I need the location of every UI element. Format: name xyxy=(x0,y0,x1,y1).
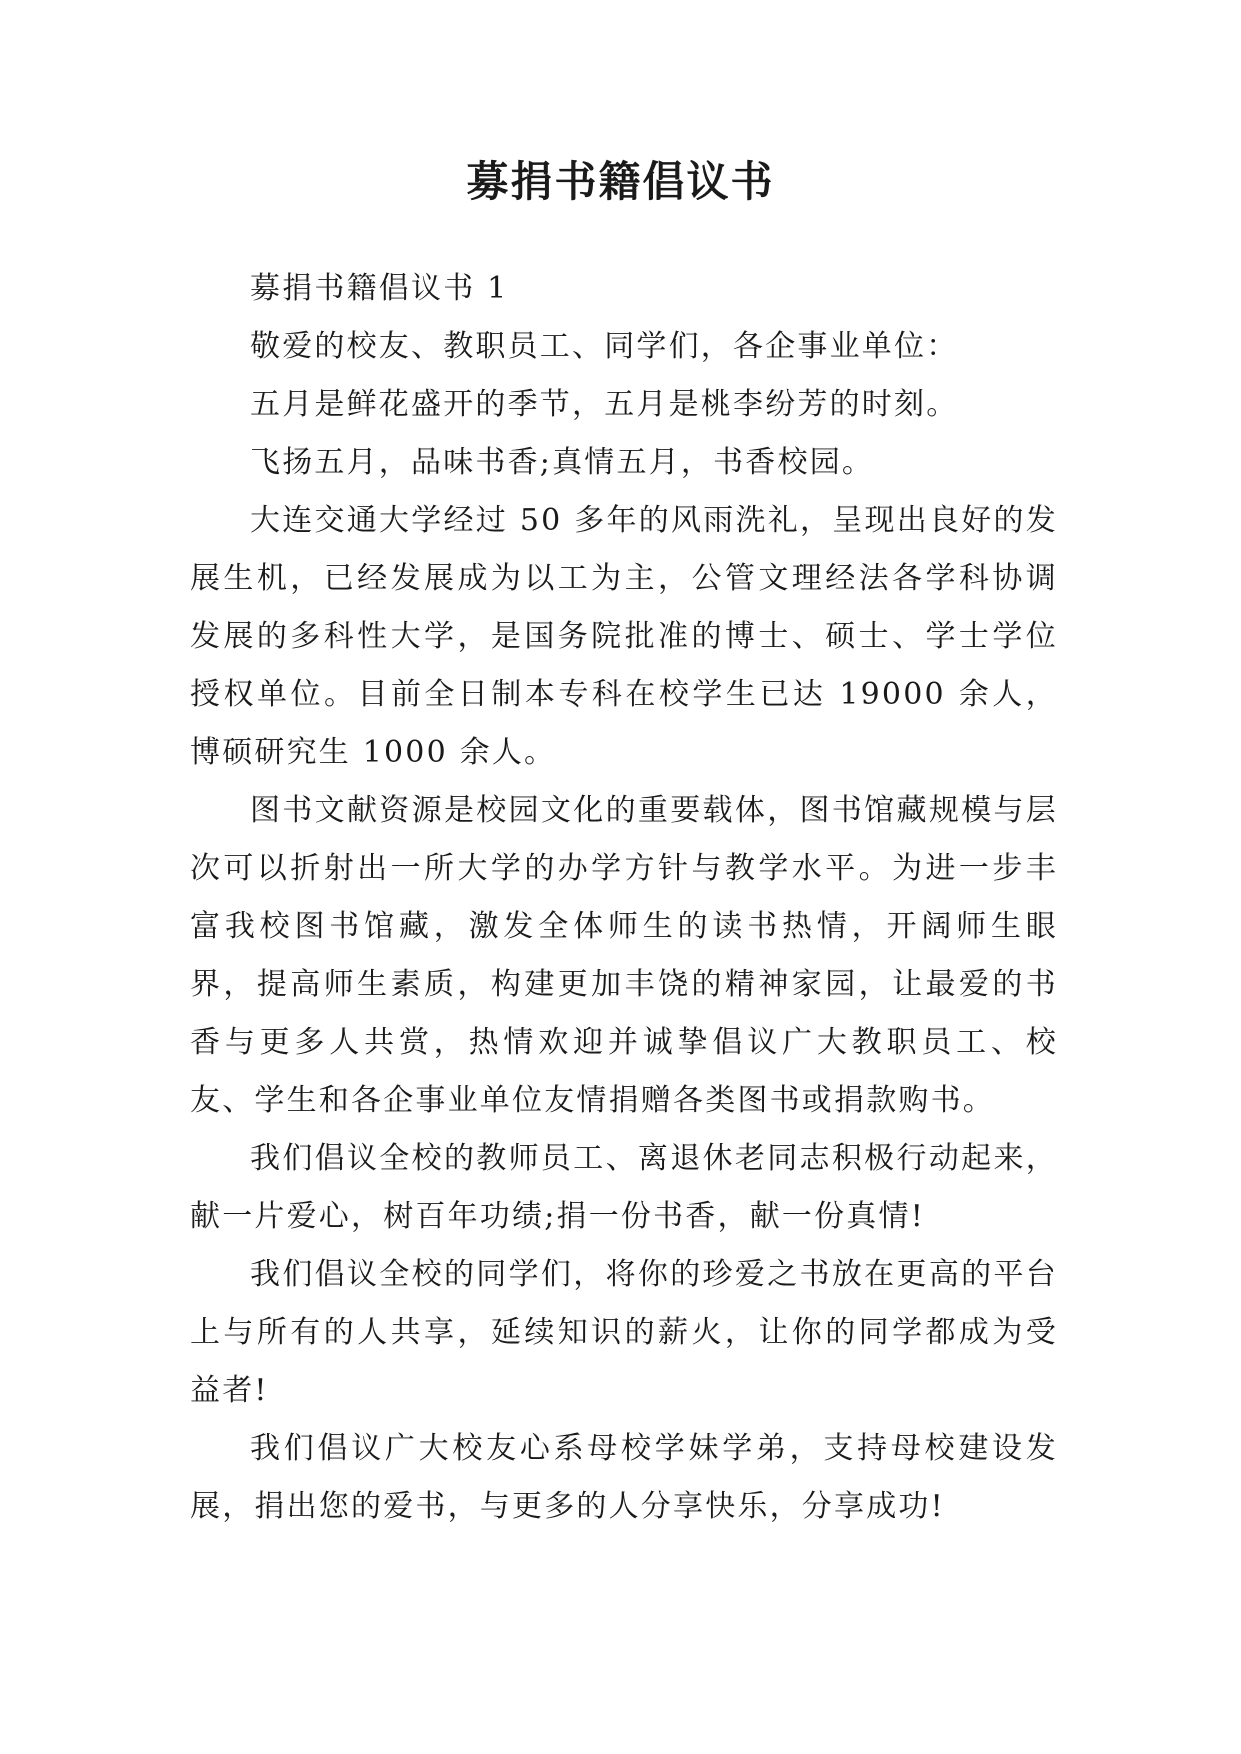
paragraph: 图书文献资源是校园文化的重要载体，图书馆藏规模与层次可以折射出一所大学的办学方针与教学水平。为进一步丰富我校图书馆藏，激发全体师生的读书热情，开阔师生眼界，提高师生素质，构建更加丰饶的精神家园，让最爱的书香与更多人共赏，热情欢迎并诚挚倡议广大教职员工、校友、学生和各企事业单位友情捐赠各类图书或捐款购书。 xyxy=(190,793,1058,1118)
paragraph: 我们倡议全校的教师员工、离退休老同志积极行动起来，献一片爱心，树百年功绩;捐一份书香，献一份真情! xyxy=(190,1141,1058,1234)
paragraph: 飞扬五月，品味书香;真情五月，书香校园。 xyxy=(250,445,875,480)
paragraph: 我们倡议全校的同学们，将你的珍爱之书放在更高的平台上与所有的人共享，延续知识的薪火，让你的同学都成为受益者! xyxy=(190,1257,1058,1408)
paragraph-heading: 募捐书籍倡议书 1 xyxy=(250,271,509,306)
page-title: 募捐书籍倡议书 xyxy=(466,157,775,206)
paragraph: 大连交通大学经过 50 多年的风雨洗礼，呈现出良好的发展生机，已经发展成为以工为主，公管文理经法各学科协调发展的多科性大学，是国务院批准的博士、硕士、学士学位授权单位。目前全日制本专科在校学生已达 19000 余人，博硕研究生 1000 余人。 xyxy=(190,503,1058,770)
paragraph-salutation: 敬爱的校友、教职员工、同学们，各企事业单位： xyxy=(250,329,959,364)
paragraph: 五月是鲜花盛开的季节，五月是桃李纷芳的时刻。 xyxy=(250,387,959,422)
paragraph: 我们倡议广大校友心系母校学妹学弟，支持母校建设发展，捐出您的爱书，与更多的人分享快乐，分享成功! xyxy=(190,1431,1058,1524)
document-body xyxy=(190,260,1058,1536)
